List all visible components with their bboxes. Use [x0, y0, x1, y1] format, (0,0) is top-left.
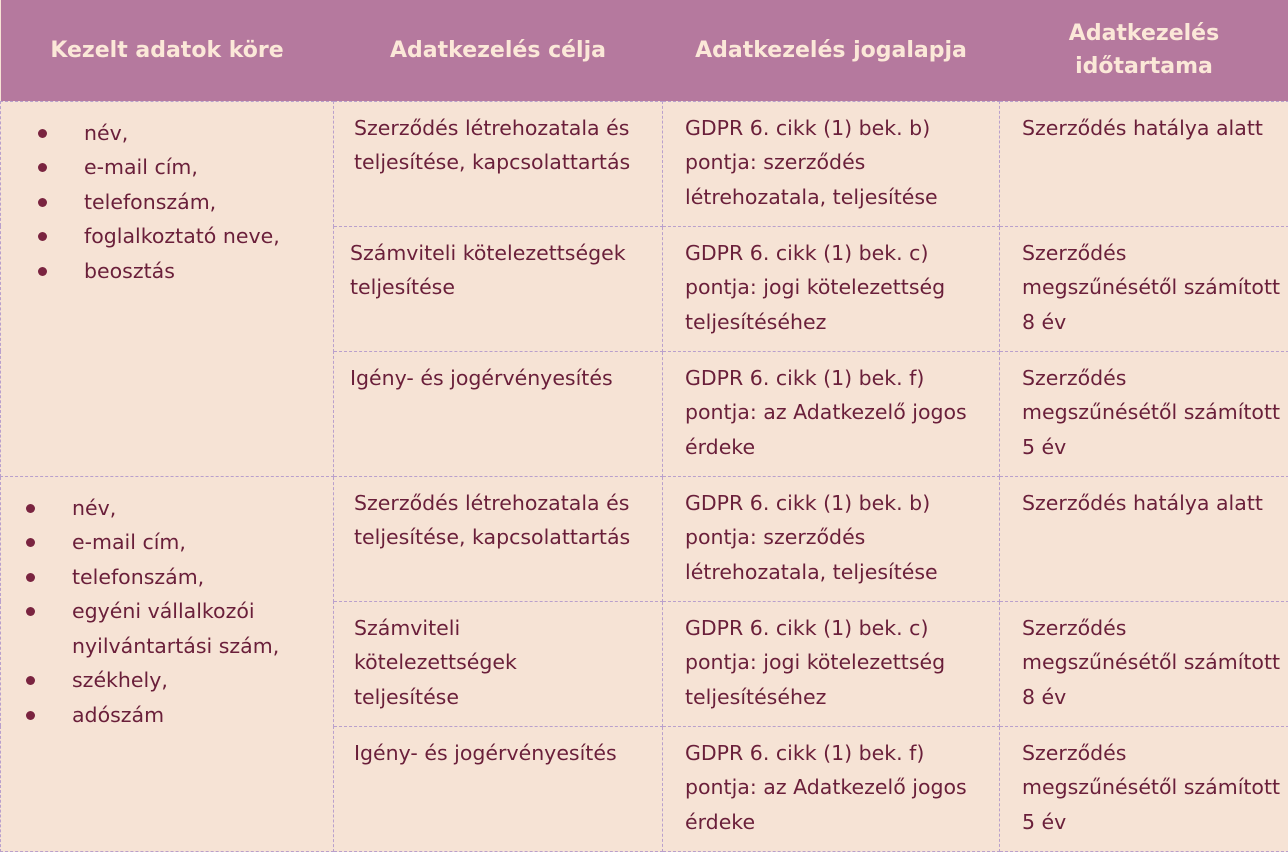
- bullet-icon: [26, 607, 35, 616]
- legal-basis-cell: GDPR 6. cikk (1) bek. c) pontja: jogi kötelezettség teljesítéséhez: [663, 601, 1000, 726]
- bullet-icon: [38, 129, 47, 138]
- purpose-cell: Számviteli kötelezettségek teljesítése: [334, 601, 663, 726]
- header-legal-basis: Adatkezelés jogalapja: [663, 0, 1000, 101]
- list-item: telefonszám,: [1, 560, 325, 595]
- purpose-cell: Szerződés létrehozatala és teljesítése, kapcsolattartás: [334, 476, 663, 601]
- list-item: név,: [1, 491, 325, 526]
- list-item: e-mail cím,: [1, 150, 325, 185]
- purpose-cell: Igény- és jogérvényesítés: [334, 726, 663, 851]
- purpose-cell: Szerződés létrehozatala és teljesítése, kapcsolattartás: [334, 101, 663, 226]
- bullet-icon: [38, 198, 47, 207]
- purpose-cell: Igény- és jogérvényesítés: [334, 351, 663, 476]
- table-row: [1, 101, 1288, 226]
- bullet-icon: [26, 573, 35, 582]
- data-scope-cell: [1, 101, 334, 476]
- table-header: [1, 0, 1288, 101]
- list-item: székhely,: [1, 663, 325, 698]
- header-duration: Adatkezelés időtartama: [1000, 0, 1288, 101]
- list-item: telefonszám,: [1, 185, 325, 220]
- list-item: e-mail cím,: [1, 525, 325, 560]
- header-purpose: Adatkezelés célja: [334, 0, 663, 101]
- data-items-list: [1, 491, 325, 733]
- legal-basis-cell: GDPR 6. cikk (1) bek. b) pontja: szerződés létrehozatala, teljesítése: [663, 101, 1000, 226]
- bullet-icon: [38, 267, 47, 276]
- bullet-icon: [26, 538, 35, 547]
- header-row: [1, 0, 1288, 101]
- list-item: adószám: [1, 698, 325, 733]
- purpose-cell: Számviteli kötelezettségek teljesítése: [334, 226, 663, 351]
- duration-cell: Szerződés megszűnésétől számított 8 év: [1000, 226, 1288, 351]
- list-item: név,: [1, 116, 325, 151]
- bullet-icon: [26, 711, 35, 720]
- list-item: beosztás: [1, 254, 325, 289]
- data-items-list: [1, 116, 325, 289]
- legal-basis-cell: GDPR 6. cikk (1) bek. f) pontja: az Adatkezelő jogos érdeke: [663, 726, 1000, 851]
- legal-basis-cell: GDPR 6. cikk (1) bek. b) pontja: szerződés létrehozatala, teljesítése: [663, 476, 1000, 601]
- bullet-icon: [38, 163, 47, 172]
- duration-cell: Szerződés megszűnésétől számított 5 év: [1000, 726, 1288, 851]
- bullet-icon: [26, 504, 35, 513]
- list-item: egyéni vállalkozói nyilvántartási szám,: [1, 594, 325, 663]
- duration-cell: Szerződés megszűnésétől számított 8 év: [1000, 601, 1288, 726]
- duration-cell: Szerződés hatálya alatt: [1000, 476, 1288, 601]
- bullet-icon: [38, 232, 47, 241]
- table-row: [1, 476, 1288, 601]
- duration-cell: Szerződés megszűnésétől számított 5 év: [1000, 351, 1288, 476]
- duration-cell: Szerződés hatálya alatt: [1000, 101, 1288, 226]
- legal-basis-cell: GDPR 6. cikk (1) bek. c) pontja: jogi kötelezettség teljesítéséhez: [663, 226, 1000, 351]
- legal-basis-cell: GDPR 6. cikk (1) bek. f) pontja: az Adatkezelő jogos érdeke: [663, 351, 1000, 476]
- data-scope-cell: [1, 476, 334, 851]
- table-body: [1, 101, 1288, 852]
- header-data-scope: Kezelt adatok köre: [1, 0, 334, 101]
- list-item: foglalkoztató neve,: [1, 219, 325, 254]
- bullet-icon: [26, 676, 35, 685]
